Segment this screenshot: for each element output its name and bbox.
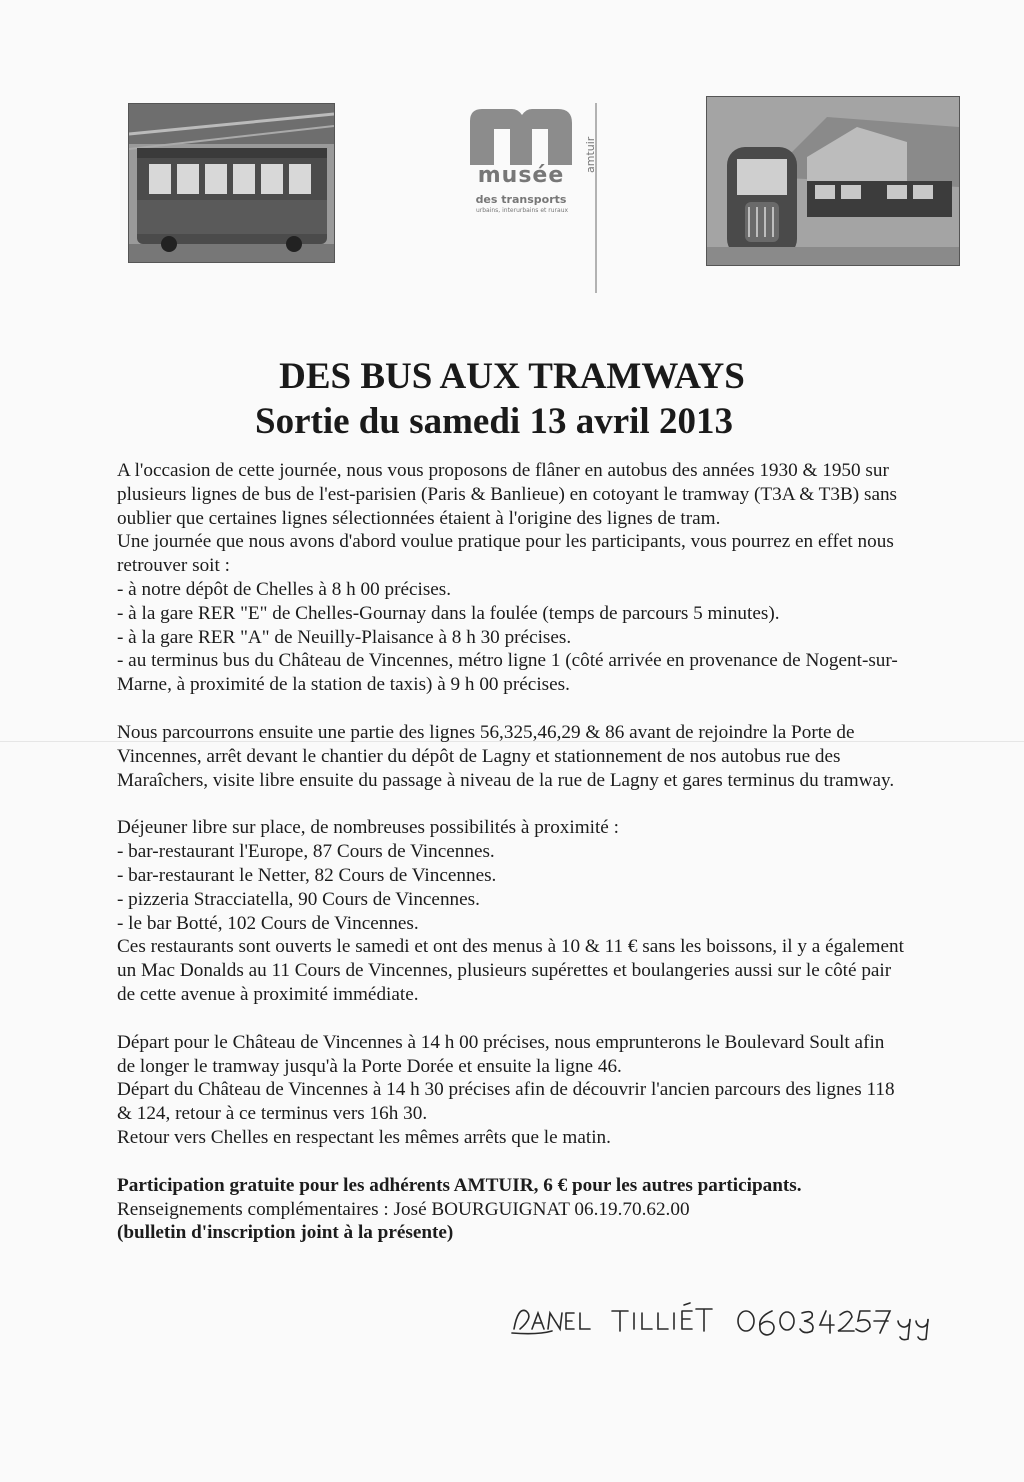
meeting-point: - à notre dépôt de Chelles à 8 h 00 précises. bbox=[117, 578, 452, 600]
lunch-note: Ces restaurants sont ouverts le samedi et ont des menus à 10 & 11 € sans les boissons, il y a également un Mac Donalds au 11 Cours de Vincennes, plusieurs supérettes et boulangeries aussi sur le côté pair de cette avenue à proximité immédiate. bbox=[117, 936, 904, 1005]
tram-photo bbox=[128, 103, 335, 263]
amtuir-museum-logo bbox=[466, 103, 616, 293]
meeting-point: - au terminus bus du Château de Vincennes, métro ligne 1 (côté arrivée en provenance de Nogent-sur-Marne, à proximité de la station de taxis) à 9 h 00 précises. bbox=[117, 650, 898, 696]
lunch-intro: Déjeuner libre sur place, de nombreuses possibilités à proximité : bbox=[117, 817, 619, 839]
participation-note: Participation gratuite pour les adhérents AMTUIR, 6 € pour les autres participants. bbox=[117, 1174, 802, 1196]
logo-side-text: amtuir bbox=[584, 136, 597, 173]
meeting-intro: Une journée que nous avons d'abord voulue pratique pour les participants, vous pourrez en effet nous retrouver soit : bbox=[117, 531, 894, 577]
afternoon-line: Départ du Château de Vincennes à 14 h 30 précises afin de découvrir l'ancien parcours des lignes 118 & 124, retour à ce terminus vers 16h 30. bbox=[117, 1079, 895, 1125]
afternoon-line: Départ pour le Château de Vincennes à 14 h 00 précises, nous emprunterons le Boulevard Soult afin de longer le tramway jusqu'à la Porte Dorée et ensuite la ligne 46. bbox=[117, 1031, 885, 1077]
bus-photo bbox=[706, 96, 960, 266]
page-subtitle: Sortie du samedi 13 avril 2013 bbox=[255, 401, 733, 442]
lunch-place: - bar-restaurant le Netter, 82 Cours de Vincennes. bbox=[117, 864, 497, 886]
route-paragraph: Nous parcourrons ensuite une partie des lignes 56,325,46,29 & 86 avant de rejoindre la Porte de Vincennes, arrêt devant le chantier du dépôt de Lagny et stationnement de nos autobus rue des Maraîchers, visite libre ensuite du passage à niveau de la rue de Lagny et gares terminus du tramway. bbox=[117, 721, 895, 791]
handwritten-contact-signature bbox=[508, 1299, 938, 1343]
logo-subtitle: des transports bbox=[475, 193, 567, 206]
lunch-place: - bar-restaurant l'Europe, 87 Cours de Vincennes. bbox=[117, 841, 495, 863]
logo-tagline: urbains, interurbains et ruraux bbox=[475, 207, 569, 214]
document-body bbox=[117, 459, 907, 1245]
intro-paragraph: A l'occasion de cette journée, nous vous proposons de flâner en autobus des années 1930 & 1950 sur plusieurs lignes de bus de l'est-parisien (Paris & Banlieue) en cotoyant le tramway (T3A & T3B) sans oublier que certaines lignes sélectionnées étaient à l'origine des lignes de tram. bbox=[117, 460, 898, 529]
lunch-place: - le bar Botté, 102 Cours de Vincennes. bbox=[117, 912, 419, 934]
meeting-point: - à la gare RER "E" de Chelles-Gournay dans la foulée (temps de parcours 5 minutes). bbox=[117, 602, 780, 624]
afternoon-line: Retour vers Chelles en respectant les mêmes arrêts que le matin. bbox=[117, 1126, 611, 1148]
logo-name: musée bbox=[477, 163, 565, 188]
contact-info: Renseignements complémentaires : José BOURGUIGNAT 06.19.70.62.00 bbox=[117, 1198, 690, 1220]
lunch-place: - pizzeria Stracciatella, 90 Cours de Vincennes. bbox=[117, 888, 480, 910]
meeting-point: - à la gare RER "A" de Neuilly-Plaisance à 8 h 30 précises. bbox=[117, 626, 572, 648]
page-title: DES BUS AUX TRAMWAYS bbox=[279, 356, 745, 397]
bulletin-note: (bulletin d'inscription joint à la présente) bbox=[117, 1222, 454, 1244]
